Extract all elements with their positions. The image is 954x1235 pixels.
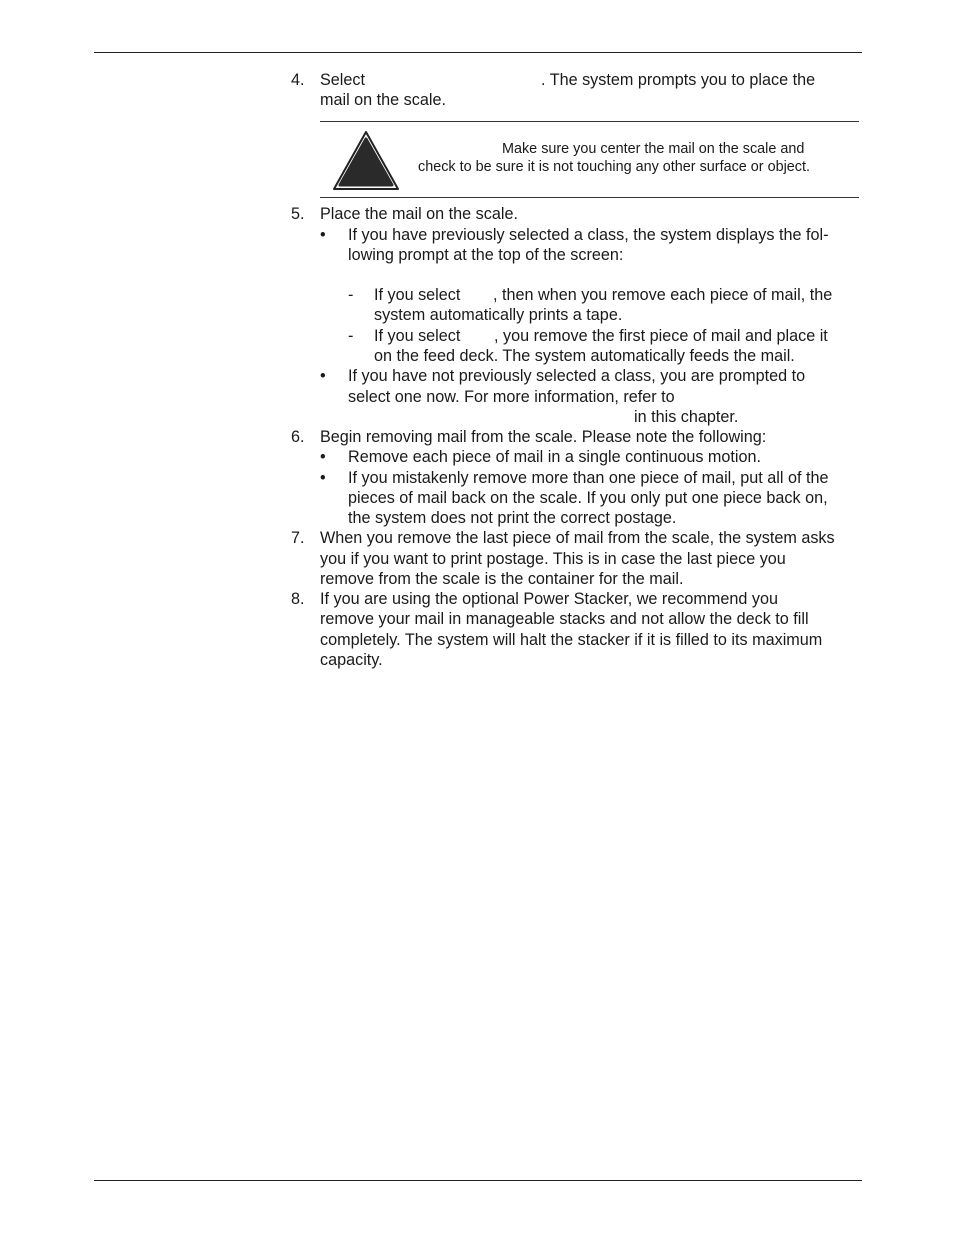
step-text: Place the mail on the scale. xyxy=(320,205,518,223)
subitem-text: If you select xyxy=(374,286,461,304)
bullet-text: If you mistakenly remove more than one piece of mail, put all of the xyxy=(348,469,829,487)
caution-text: check to be sure it is not touching any other surface or object. xyxy=(418,159,810,175)
bullet-text: Remove each piece of mail in a single continuous motion. xyxy=(348,448,762,466)
subitem-text: on the feed deck. The system automatically feeds the mail. xyxy=(374,347,795,365)
step-text: remove from the scale is the container for the mail. xyxy=(320,570,684,588)
bullet-text: pieces of mail back on the scale. If you only put one piece back on, xyxy=(348,489,828,507)
subitem-text: , you remove the first piece of mail and place it xyxy=(494,327,828,345)
caution-text: Make sure you center the mail on the scale and xyxy=(502,141,805,157)
warning-triangle-icon xyxy=(332,130,400,192)
dash-marker: - xyxy=(348,286,354,304)
subitem-text: If you select xyxy=(374,327,461,345)
step-text: completely. The system will halt the stacker if it is filled to its maximum xyxy=(320,631,823,649)
footer-rule xyxy=(94,1180,862,1181)
bullet-text: the system does not print the correct postage. xyxy=(348,509,677,527)
bullet-text: in this chapter. xyxy=(634,408,739,426)
bullet-marker: • xyxy=(320,448,326,466)
step-text: Select xyxy=(320,71,365,89)
bullet-text: If you have not previously selected a class, you are prompted to xyxy=(348,367,806,385)
step-text: you if you want to print postage. This is in case the last piece you xyxy=(320,550,786,568)
caution-box xyxy=(320,121,859,198)
bullet-marker: • xyxy=(320,367,326,385)
bullet-text: lowing prompt at the top of the screen: xyxy=(348,246,624,264)
step-number: 4. xyxy=(291,71,305,89)
step-text: . The system prompts you to place the xyxy=(541,71,816,89)
step-text: mail on the scale. xyxy=(320,91,446,109)
step-text: Begin removing mail from the scale. Please note the following: xyxy=(320,428,767,446)
dash-marker: - xyxy=(348,327,354,345)
bullet-marker: • xyxy=(320,226,326,244)
step-number: 7. xyxy=(291,529,305,547)
bullet-text: If you have previously selected a class, the system displays the fol- xyxy=(348,226,829,244)
step-text: If you are using the optional Power Stacker, we recommend you xyxy=(320,590,778,608)
step-number: 8. xyxy=(291,590,305,608)
subitem-text: , then when you remove each piece of mail, the xyxy=(493,286,833,304)
bullet-text: select one now. For more information, refer to xyxy=(348,388,675,406)
header-rule xyxy=(94,52,862,53)
step-text: capacity. xyxy=(320,651,383,669)
subitem-text: system automatically prints a tape. xyxy=(374,306,623,324)
step-text: remove your mail in manageable stacks and not allow the deck to fill xyxy=(320,610,809,628)
bullet-marker: • xyxy=(320,469,326,487)
step-number: 6. xyxy=(291,428,305,446)
step-text: When you remove the last piece of mail from the scale, the system asks xyxy=(320,529,835,547)
step-number: 5. xyxy=(291,205,305,223)
